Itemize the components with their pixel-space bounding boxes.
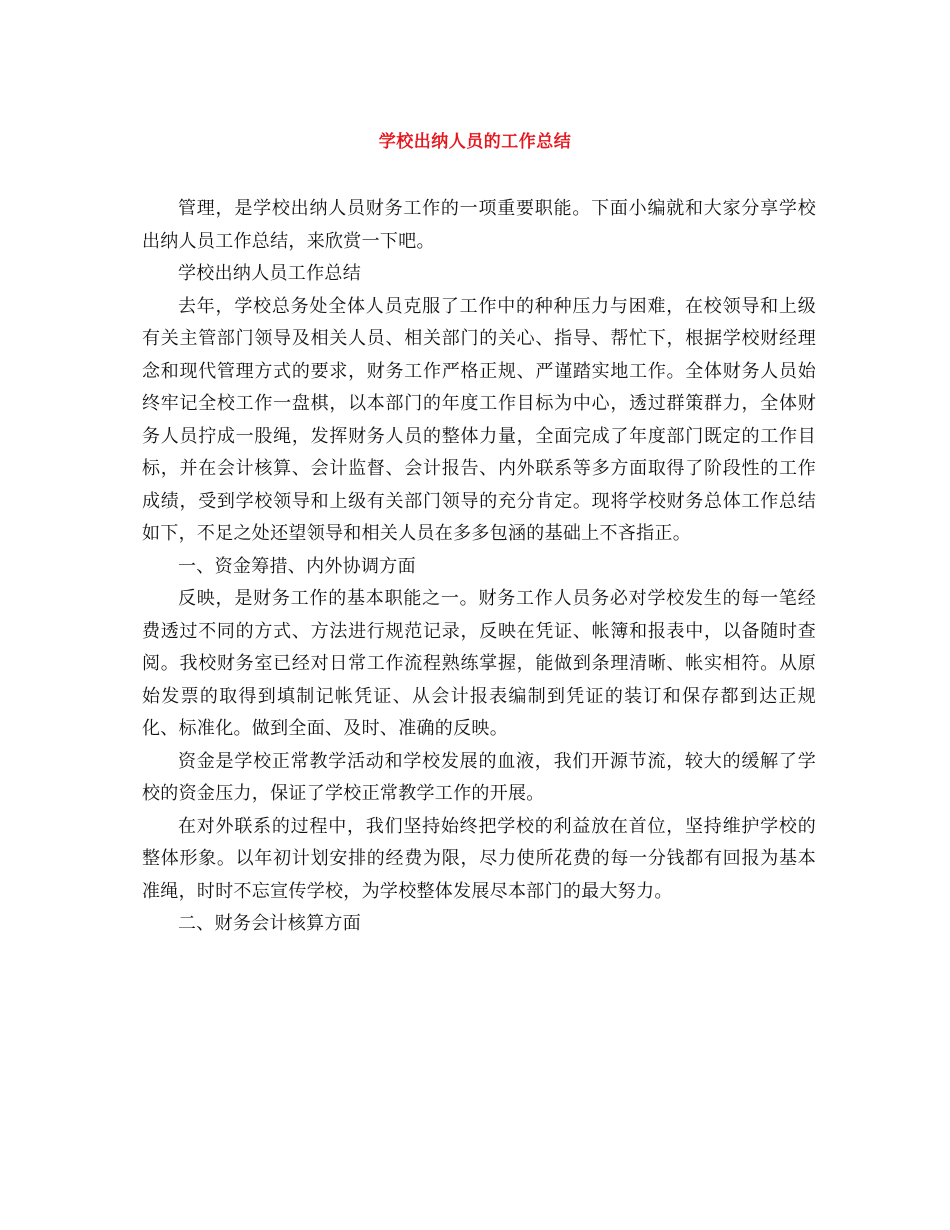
reflection-paragraph: 反映，是财务工作的基本职能之一。财务工作人员务必对学校发生的每一笔经费透过不同的方式、方法进行规范记录，反映在凭证、帐簿和报表中，以备随时查阅。我校财务室已经对日常工作流程熟练掌握，能做到条理清晰、帐实相符。从原始发票的取得到填制记帐凭证、从会计报表编制到凭证的装订和保存都到达正规化、标准化。做到全面、及时、准确的反映。 [142,588,816,739]
section-heading-accounting: 二、财务会计核算方面 [178,913,361,934]
section-heading-funding: 一、资金筹措、内外协调方面 [178,555,416,577]
document-title: 学校出纳人员的工作总结 [378,132,572,152]
external-relations-paragraph: 在对外联系的过程中，我们坚持始终把学校的利益放在首位，坚持维护学校的整体形象。以年初计划安排的经费为限，尽力使所花费的每一分钱都有回报为基本准绳，时时不忘宣传学校，为学校整体发展尽本部门的最大努力。 [142,815,816,902]
overview-paragraph: 去年，学校总务处全体人员克服了工作中的种种压力与困难，在校领导和上级有关主管部门领导及相关人员、相关部门的关心、指导、帮忙下，根据学校财经理念和现代管理方式的要求，财务工作严格正规、严谨踏实地工作。全体财务人员始终牢记全校工作一盘棋，以本部门的年度工作目标为中心，透过群策群力，全体财务人员拧成一股绳，发挥财务人员的整体力量，全面完成了年度部门既定的工作目标，并在会计核算、会计监督、会计报告、内外联系等多方面取得了阶段性的工作成绩，受到学校领导和上级有关部门领导的充分肯定。现将学校财务总体工作总结如下，不足之处还望领导和相关人员在多多包涵的基础上不吝指正。 [142,295,816,544]
document-body [142,193,816,941]
intro-paragraph: 管理，是学校出纳人员财务工作的一项重要职能。下面小编就和大家分享学校出纳人员工作总结，来欣赏一下吧。 [142,198,816,252]
section-heading-summary: 学校出纳人员工作总结 [178,263,361,284]
funds-paragraph: 资金是学校正常教学活动和学校发展的血液，我们开源节流，较大的缓解了学校的资金压力，保证了学校正常教学工作的开展。 [142,750,816,804]
